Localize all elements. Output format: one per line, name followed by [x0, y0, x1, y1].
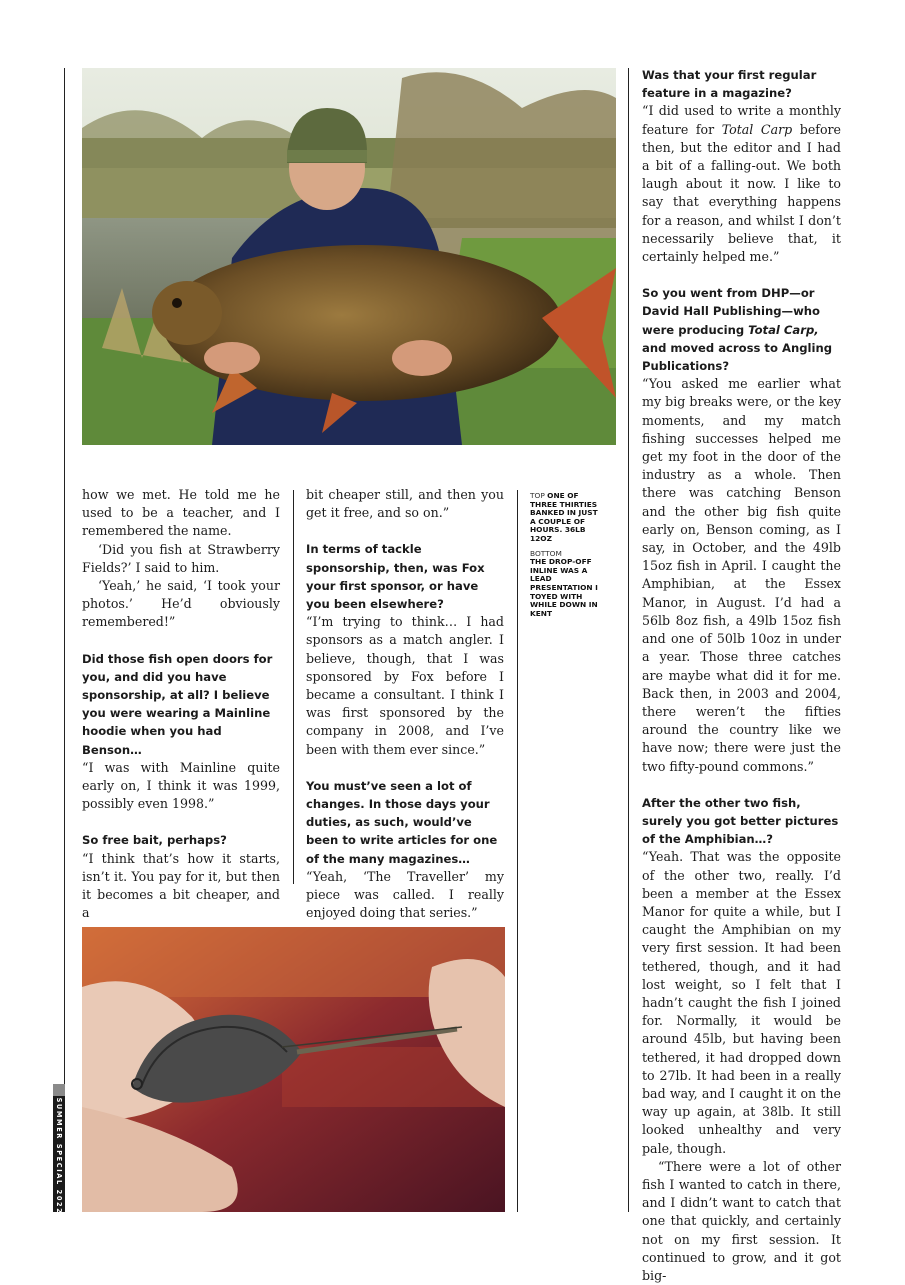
paragraph: ‘Did you fish at Strawberry Fields?’ I said to him.: [82, 541, 280, 575]
interview-answer: “I was with Mainline quite early on, I think it was 1999, possibly even 1998.”: [82, 759, 280, 812]
text-column-2: [306, 486, 504, 922]
caption-top-label: TOP: [530, 491, 545, 500]
interview-answer: “Yeah. That was the opposite of the other two, really. I’d been a member at the Essex Manor for quite a while, but I caught the Amphibian on my very first session. It had been tethered, though, and it had lost weight, so I felt that I hadn’t caught the fish I joined for. Normally, it would be around 45lb, but having been tethered, it had dropped down to 27lb. It had been in a really bad way, and I caught it on the way up again, at 38lb. It still looked unhealthy and very pale, though.: [642, 849, 841, 1156]
issue-side-tab: [53, 1084, 65, 1215]
interview-answer: [642, 102, 841, 266]
question-text: So you went from DHP—or David Hall Publishing—who were producing: [642, 286, 821, 337]
side-tab-accent: [53, 1084, 65, 1096]
issue-label: SUMMER SPECIAL 2022: [55, 1097, 63, 1215]
interview-question: [642, 284, 841, 375]
column-rule-3: [628, 68, 629, 1212]
paragraph: bit cheaper still, and then you get it free, and so on.”: [306, 487, 504, 521]
interview-question: In terms of tackle sponsorship, then, was Fox your first sponsor, or have you been elsewhere?: [306, 542, 485, 612]
text-column-3: [642, 66, 841, 1285]
caption-top: [530, 492, 604, 544]
interview-question: You must’ve seen a lot of changes. In those days your duties, as such, would’ve been to write articles for one of the many magazines…: [306, 778, 498, 866]
interview-answer: “You asked me earlier what my big breaks were, or the key moments, and my match fishing successes helped me get my foot in the door of the industry as a whole. Then there was catching Benson and the other big fish quite early on, Benson coming, as I say, in October, and the 49lb 15oz fish in April. I caught the Amphibian, at the Essex Manor, in August. I’d had a 56lb 8oz fish, a 49lb 15oz fish and one of 50lb 10oz in under a year. Those three catches are maybe what did it for me. Back then, in 2003 and 2004, there weren’t the fifties around the country like we have now; there were just the two fifty-pound commons.”: [642, 376, 841, 774]
left-margin-rule: [64, 68, 65, 1212]
interview-question: So free bait, perhaps?: [82, 833, 227, 848]
interview-question: Was that your first regular feature in a magazine?: [642, 68, 817, 101]
photo-caption: [530, 492, 604, 624]
caption-bottom: [530, 550, 604, 619]
magazine-title: Total Carp: [721, 121, 793, 137]
question-text: and moved across to Angling Publications?: [642, 340, 833, 374]
answer-text: before then, but the editor and I had a bit of a falling-out. We both laugh about it now. I like to say that everything happens for a reason, and whilst I don’t necessarily believe that, it certainly helped me.”: [642, 121, 841, 265]
text-column-1: [82, 486, 280, 922]
angler-carp-photo: [82, 68, 616, 445]
paragraph: ‘Yeah,’ he said, ‘I took your photos.’ He’d obviously remembered!”: [82, 578, 280, 630]
caption-bottom-label: BOTTOM: [530, 548, 562, 558]
interview-answer: “I think that’s how it starts, isn’t it. You pay for it, but then it becomes a bit cheaper, and a: [82, 850, 280, 921]
caption-bottom-text: THE DROP-OFF INLINE WAS A LEAD PRESENTATION I TOYED WITH WHILE DOWN IN KENT: [530, 557, 598, 618]
paragraph: how we met. He told me he used to be a teacher, and I remembered the name.: [82, 487, 280, 539]
lead-presentation-photo: [82, 927, 505, 1212]
column-rule-2: [517, 490, 518, 1212]
interview-answer: “There were a lot of other fish I wanted to catch in there, and I didn’t want to catch that one that quickly, and certainly not on my first session. It continued to grow, and it got big-: [642, 1158, 841, 1283]
interview-question: After the other two fish, surely you got better pictures of the Amphibian…?: [642, 795, 839, 847]
answer-text: “I did used to write a monthly feature for: [642, 103, 841, 137]
interview-answer: “Yeah, ‘The Traveller’ my piece was called. I really enjoyed doing that series.”: [306, 868, 504, 921]
interview-answer: “I’m trying to think… I had sponsors as a match angler. I believe, though, that I was sponsored by Fox before I became a consultant. I think I was first sponsored by the company in 2008, and I’ve been with them ever since.”: [306, 614, 504, 757]
column-rule-1: [293, 490, 294, 884]
interview-question: Did those fish open doors for you, and did you have sponsorship, at all? I believe you were wearing a Mainline hoodie when you had Benson…: [82, 651, 273, 757]
caption-top-text: ONE OF THREE THIRTIES BANKED IN JUST A COUPLE OF HOURS. 36LB 12OZ: [530, 491, 598, 543]
magazine-title: Total Carp,: [748, 322, 819, 337]
